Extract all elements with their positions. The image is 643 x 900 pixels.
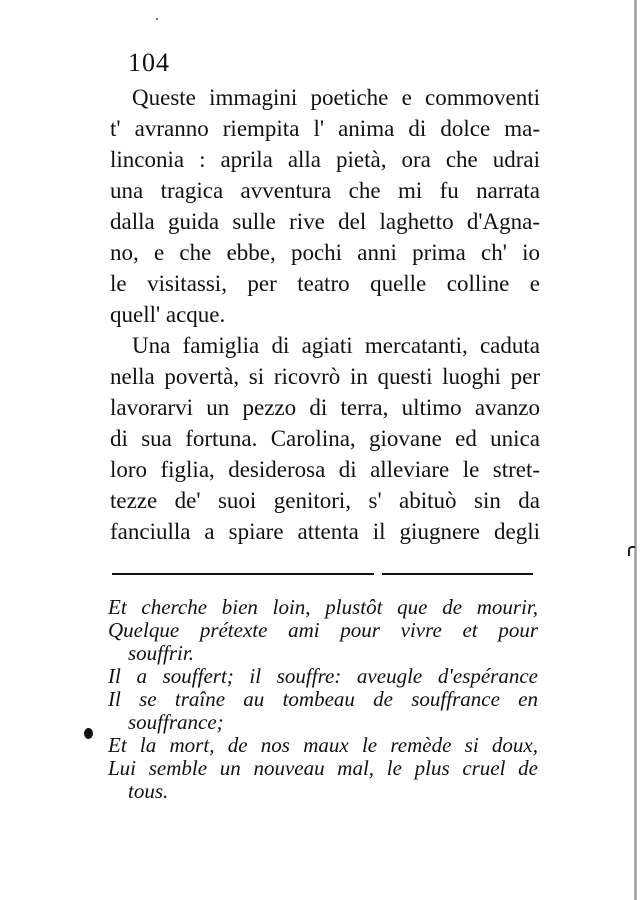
- ink-blot: [84, 728, 93, 739]
- text-line: una tragica avventura che mi fu narrata: [110, 178, 540, 203]
- text-line: dalla guida sulle rive del laghetto d'Agna-: [110, 209, 540, 234]
- footnote-verse: [108, 596, 538, 803]
- text-line: Una famiglia di agiati mercatanti, caduta: [132, 333, 540, 358]
- verse-line: tous.: [128, 779, 169, 803]
- text-line: fanciulla a spiare attenta il giugnere degli: [110, 519, 540, 544]
- text-line: Queste immagini poetiche e commoventi: [132, 85, 540, 110]
- text-line: no, e che ebbe, pochi anni prima ch' io: [110, 240, 540, 265]
- text-line: di sua fortuna. Carolina, giovane ed unica: [110, 426, 540, 451]
- body-text: [110, 82, 540, 547]
- verse-line: Quelque prétexte ami pour vivre et pour: [108, 618, 538, 642]
- page-edge: [634, 0, 637, 900]
- verse-line: souffrir.: [128, 641, 194, 665]
- text-line: tezze de' suoi genitori, s' abituò sin da: [110, 488, 540, 513]
- text-line: loro figlia, desiderosa di alleviare le stret-: [110, 457, 540, 482]
- verse-line: souffrance;: [128, 710, 224, 734]
- text-line: le visitassi, per teatro quelle colline e: [110, 271, 540, 296]
- ink-mark: [628, 546, 635, 556]
- verse-line: Et la mort, de nos maux le remède si doux,: [108, 733, 538, 757]
- verse-line: Et cherche bien loin, plustôt que de mourir,: [108, 595, 538, 619]
- page-number: 104: [128, 48, 170, 77]
- text-line: linconia : aprila alla pietà, ora che udrai: [110, 147, 540, 172]
- verse-line: Il se traîne au tombeau de souffrance en: [108, 687, 538, 711]
- verse-line: Lui semble un nouveau mal, le plus cruel de: [108, 756, 538, 780]
- text-line: nella povertà, si ricovrò in questi luoghi per: [110, 364, 540, 389]
- ink-speck: [156, 18, 158, 20]
- footnote-divider: [112, 573, 374, 575]
- verse-line: Il a souffert; il souffre: aveugle d'espérance: [108, 664, 538, 688]
- text-line: lavorarvi un pezzo di terra, ultimo avanzo: [110, 395, 540, 420]
- text-line: quell' acque.: [110, 302, 226, 327]
- footnote-divider: [382, 573, 533, 575]
- text-line: t' avranno riempita l' anima di dolce ma-: [110, 116, 540, 141]
